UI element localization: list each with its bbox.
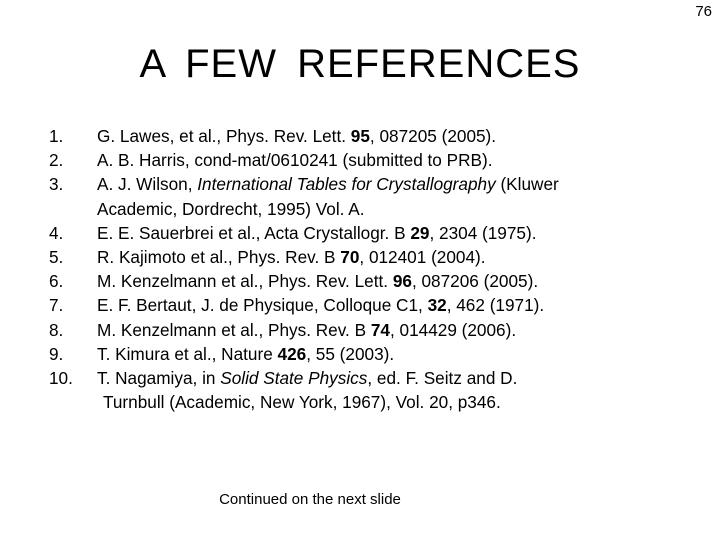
reference-text-continued: Turnbull (Academic, New York, 1967), Vol. 20, p346. [103, 392, 501, 413]
reference-text: M. Kenzelmann et al., Phys. Rev. Lett. 96, 087206 (2005). [97, 271, 539, 292]
reference-item [49, 245, 709, 269]
reference-number: 10. [49, 368, 73, 389]
reference-text: R. Kajimoto et al., Phys. Rev. B 70, 012401 (2004). [97, 247, 486, 268]
reference-item [49, 293, 709, 317]
reference-item [49, 172, 709, 220]
reference-text: M. Kenzelmann et al., Phys. Rev. B 74, 014429 (2006). [97, 319, 517, 340]
reference-text: G. Lawes, et al., Phys. Rev. Lett. 95, 087205 (2005). [97, 126, 497, 146]
reference-item [49, 221, 709, 245]
slide-title: A FEW REFERENCES [139, 42, 581, 86]
reference-item [49, 366, 709, 414]
reference-item [49, 342, 709, 366]
reference-text: E. E. Sauerbrei et al., Acta Crystallogr. B 29, 2304 (1975). [97, 222, 537, 243]
reference-number: 1. [49, 126, 64, 146]
reference-item [49, 148, 709, 172]
reference-text: T. Nagamiya, in Solid State Physics, ed. F. Seitz and D. [97, 368, 518, 389]
page-number: 76 [695, 3, 712, 20]
reference-number: 6. [49, 271, 64, 292]
reference-number: 7. [49, 295, 64, 316]
reference-number: 4. [49, 222, 64, 243]
reference-number: 9. [49, 343, 64, 364]
reference-text: T. Kimura et al., Nature 426, 55 (2003). [97, 343, 395, 364]
reference-text-continued: Academic, Dordrecht, 1995) Vol. A. [97, 198, 365, 219]
reference-item [49, 318, 709, 342]
reference-text: A. J. Wilson, International Tables for Crystallography (Kluwer [97, 174, 559, 195]
reference-number: 3. [49, 174, 64, 195]
reference-item [49, 124, 709, 148]
reference-text: A. B. Harris, cond-mat/0610241 (submitted to PRB). [97, 150, 493, 171]
reference-number: 5. [49, 247, 64, 268]
reference-text: E. F. Bertaut, J. de Physique, Colloque C1, 32, 462 (1971). [97, 295, 545, 316]
reference-item [49, 269, 709, 293]
continued-note: Continued on the next slide [219, 491, 401, 508]
reference-list [49, 124, 709, 414]
reference-number: 8. [49, 319, 64, 340]
reference-number: 2. [49, 150, 64, 171]
